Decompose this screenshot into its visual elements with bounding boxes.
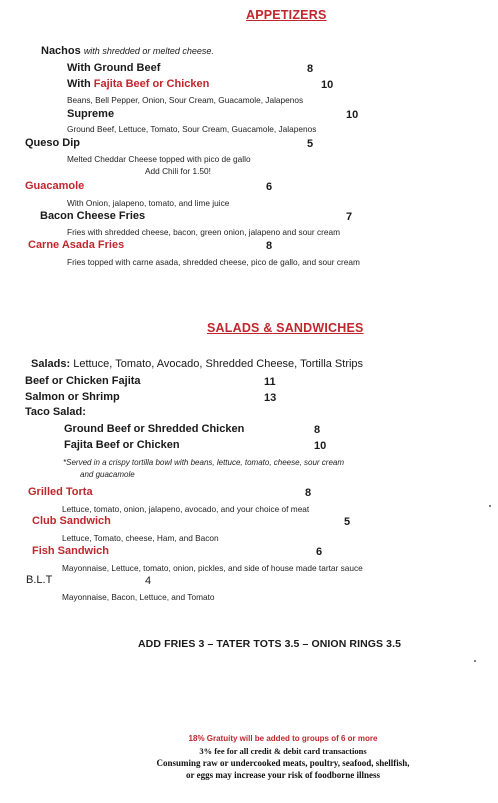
taco-salad-note-cont: and guacamole [80, 470, 135, 479]
fish-desc: Mayonnaise, Lettuce, tomato, onion, pickles, and side of house made tartar sauce [62, 563, 363, 573]
taco-ground-name: Ground Beef or Shredded Chicken [64, 423, 245, 435]
salmon-salad-price: 13 [264, 392, 277, 404]
queso-price: 5 [307, 138, 314, 150]
nachos-name: Nachos [41, 45, 81, 57]
guacamole-name: Guacamole [25, 180, 85, 192]
ground-beef-price: 8 [307, 63, 314, 75]
club-desc: Lettuce, Tomato, cheese, Ham, and Bacon [62, 533, 219, 543]
food-safety-warning-2: or eggs may increase your risk of foodborne illness [186, 770, 380, 780]
torta-name: Grilled Torta [28, 486, 93, 498]
blt-price: 4 [145, 575, 152, 587]
club-price: 5 [344, 516, 351, 528]
taco-ground-price: 8 [314, 424, 321, 436]
blt-desc: Mayonnaise, Bacon, Lettuce, and Tomato [62, 592, 215, 602]
addons-line: ADD FRIES 3 – TATER TOTS 3.5 – ONION RINGS 3.5 [138, 638, 402, 650]
carne-asada-price: 8 [266, 240, 273, 252]
salads-heading: SALADS & SANDWICHES [207, 321, 364, 335]
fajita-nachos-highlight: Fajita Beef or Chicken [93, 78, 210, 90]
fajita-salad-price: 11 [264, 376, 276, 388]
ground-beef-name: With Ground Beef [67, 62, 161, 74]
card-fee-notice: 3% fee for all credit & debit card transactions [199, 746, 367, 756]
taco-fajita-price: 10 [314, 440, 327, 452]
fajita-salad-name: Beef or Chicken Fajita [25, 375, 141, 387]
fajita-nachos-price: 10 [321, 79, 334, 91]
gratuity-notice: 18% Gratuity will be added to groups of 6 or more [188, 734, 378, 743]
club-name: Club Sandwich [32, 515, 111, 527]
salads-base-desc: Lettuce, Tomato, Avocado, Shredded Cheese, Tortilla Strips [73, 358, 364, 370]
taco-salad-name: Taco Salad: [25, 406, 86, 418]
food-safety-warning-1: Consuming raw or undercooked meats, poultry, seafood, shellfish, [156, 758, 410, 768]
supreme-desc: Ground Beef, Lettuce, Tomato, Sour Cream, Guacamole, Jalapenos [67, 124, 317, 134]
bacon-fries-name: Bacon Cheese Fries [40, 210, 146, 222]
queso-desc: Melted Cheddar Cheese topped with pico de gallo [67, 154, 251, 164]
nachos-subtitle: with shredded or melted cheese. [83, 46, 214, 56]
fish-price: 6 [316, 546, 323, 558]
carne-asada-name: Carne Asada Fries [28, 239, 125, 251]
blt-name: B.L.T [26, 574, 53, 586]
scan-speck [489, 505, 491, 507]
guacamole-price: 6 [266, 181, 273, 193]
torta-desc: Lettuce, tomato, onion, jalapeno, avocado, and your choice of meat [62, 504, 310, 514]
appetizers-heading: APPETIZERS [246, 8, 327, 22]
queso-name: Queso Dip [25, 137, 81, 149]
fajita-nachos-desc: Beans, Bell Pepper, Onion, Sour Cream, Guacamole, Jalapenos [67, 95, 304, 105]
salads-intro [31, 358, 363, 370]
salads-label: Salads: [31, 358, 71, 370]
taco-fajita-name: Fajita Beef or Chicken [64, 439, 180, 451]
bacon-fries-desc: Fries with shredded cheese, bacon, green onion, jalapeno and sour cream [67, 227, 341, 237]
supreme-price: 10 [346, 109, 359, 121]
fish-name: Fish Sandwich [32, 545, 110, 557]
guacamole-desc: With Onion, jalapeno, tomato, and lime juice [67, 198, 230, 208]
bacon-fries-price: 7 [346, 211, 353, 223]
carne-asada-desc: Fries topped with carne asada, shredded cheese, pico de gallo, and sour cream [67, 257, 360, 267]
taco-salad-note: *Served in a crispy tortilla bowl with beans, lettuce, tomato, cheese, sour cream [63, 458, 345, 467]
queso-extra: Add Chili for 1.50! [145, 166, 211, 176]
salmon-salad-name: Salmon or Shrimp [25, 391, 120, 403]
nachos-item [41, 45, 214, 57]
scan-speck [474, 660, 476, 662]
fajita-nachos-name: With Fajita Beef or Chicken [67, 78, 210, 90]
torta-price: 8 [305, 487, 312, 499]
supreme-name: Supreme [67, 108, 115, 120]
